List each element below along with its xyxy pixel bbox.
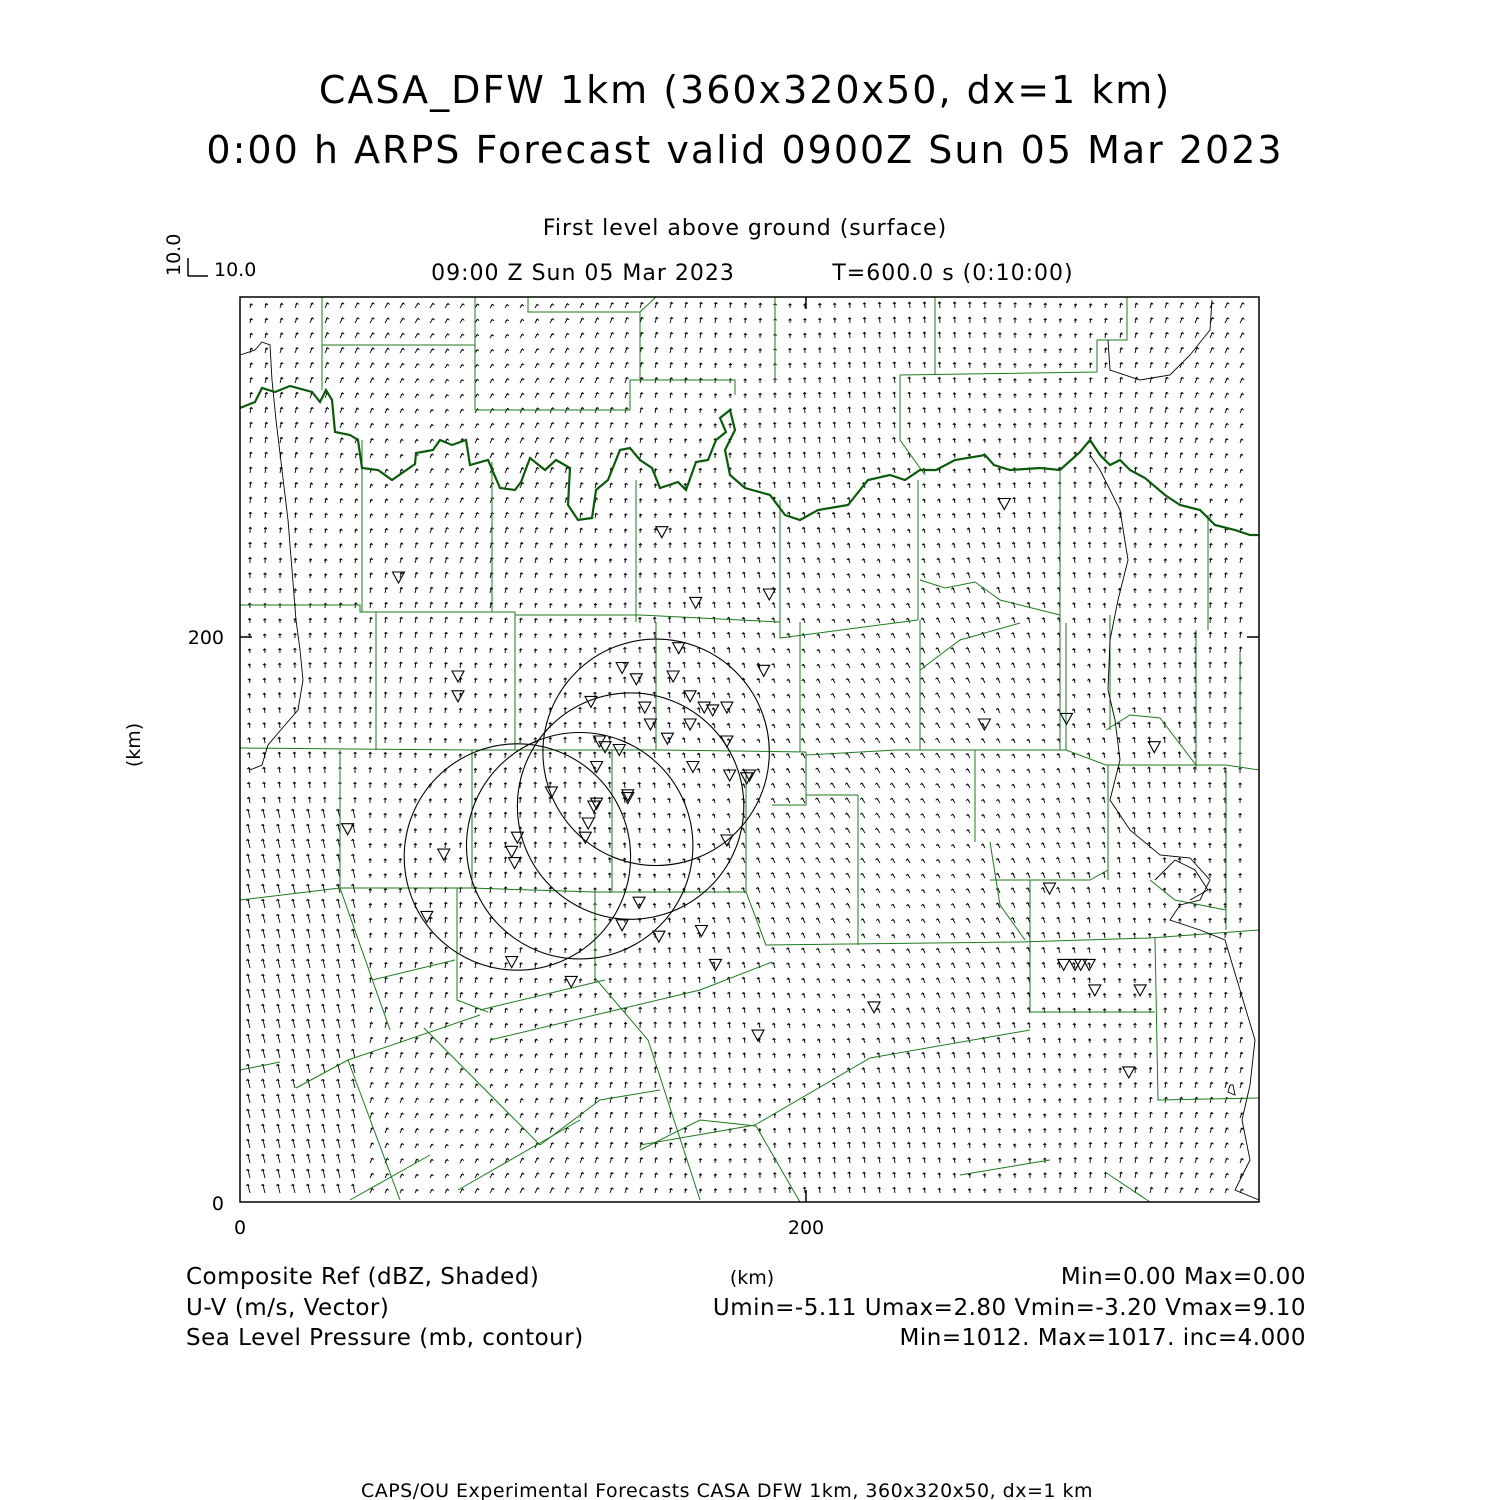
x-tick-label-0: 0	[233, 1217, 247, 1239]
valid-time-label: 09:00 Z Sun 05 Mar 2023	[431, 261, 735, 286]
level-label: First level above ground (surface)	[542, 216, 948, 241]
x-tick-label-200: 200	[787, 1217, 825, 1239]
y-tick-label-200: 200	[187, 627, 224, 649]
plot-area	[240, 297, 1259, 1202]
vector-scale-u-label: 10.0	[214, 259, 257, 281]
legend-line-1-left: Composite Ref (dBZ, Shaded)	[186, 1264, 540, 1290]
vector-scale-key	[163, 234, 256, 281]
legend-line-2-right: Umin=-5.11 Umax=2.80 Vmin=-3.20 Vmax=9.10	[712, 1295, 1306, 1321]
footer-credit: CAPS/OU Experimental Forecasts CASA DFW 1km, 360x320x50, dx=1 km	[360, 1480, 1094, 1500]
vector-scale-v-label: 10.0	[163, 233, 185, 276]
legend-line-3-right: Min=1012. Max=1017. inc=4.000	[899, 1325, 1306, 1351]
title-line-2: 0:00 h ARPS Forecast valid 0900Z Sun 05 Mar 2023	[206, 128, 1284, 172]
y-axis-label: (km)	[123, 722, 145, 768]
y-tick-label-0: 0	[211, 1193, 224, 1215]
model-time-label: T=600.0 s (0:10:00)	[832, 261, 1074, 286]
legend-line-2-left: U-V (m/s, Vector)	[186, 1295, 390, 1321]
legend-line-1-right: Min=0.00 Max=0.00	[1060, 1264, 1306, 1290]
title-line-1: CASA_DFW 1km (360x320x50, dx=1 km)	[318, 68, 1172, 112]
x-axis-label: (km)	[729, 1267, 775, 1289]
legend-line-3-left: Sea Level Pressure (mb, contour)	[186, 1325, 584, 1351]
